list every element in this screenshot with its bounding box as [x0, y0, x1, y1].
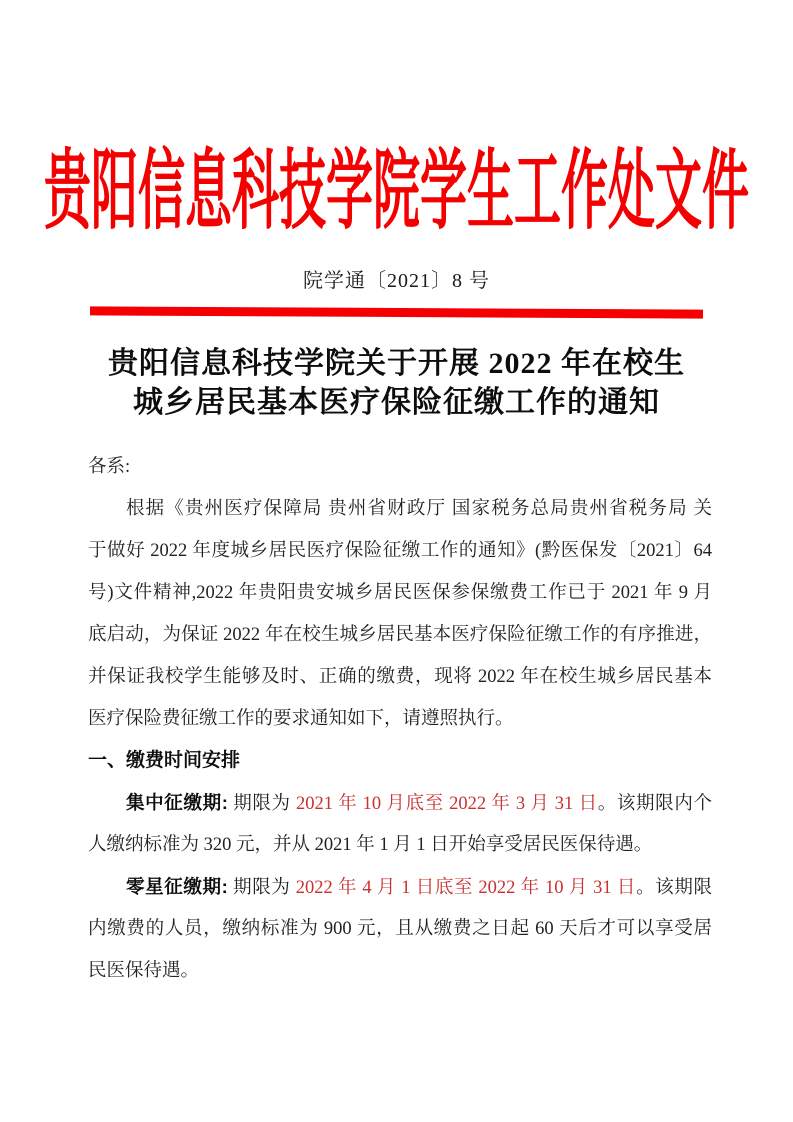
bold-label: 一、缴费时间安排	[88, 750, 241, 771]
body-line	[88, 530, 712, 572]
document-body	[88, 446, 712, 992]
bold-label: 零星征缴期:	[126, 876, 228, 897]
text-segment: 底启动，为保证 2022 年在校生城乡居民基本医疗保险征缴工作的有序推进，	[88, 625, 712, 645]
section-1-heading	[88, 740, 712, 782]
body-line	[88, 908, 712, 950]
text-segment: 医疗保险费征缴工作的要求通知如下，请遵照执行。	[88, 709, 514, 729]
text-segment: 。该期限内个	[597, 794, 712, 814]
paragraph-intro	[88, 488, 712, 740]
text-segment: 人缴纳标准为 320 元，并从 2021 年 1 月 1 日开始享受居民医保待遇。	[88, 835, 653, 855]
text-segment: 内缴费的人员，缴纳标准为 900 元，且从缴费之日起 60 天后才可以享受居	[88, 919, 712, 939]
body-line	[88, 866, 712, 908]
bold-label: 集中征缴期:	[126, 792, 228, 813]
paragraph-scattered-collection-period	[88, 866, 712, 992]
body-line	[88, 656, 712, 698]
body-line	[88, 572, 712, 614]
highlighted-date: 2021 年 10 月底至 2022 年 3 月 31 日	[295, 794, 598, 814]
salutation: 各系:	[88, 457, 131, 477]
text-segment: 于做好 2022 年度城乡居民医疗保险征缴工作的通知》(黔医保发〔2021〕64	[88, 541, 712, 561]
body-line	[88, 698, 712, 740]
text-segment: 期限为	[227, 794, 296, 814]
body-line	[88, 488, 712, 530]
red-header-org-title: 贵阳信息科技学院学生工作处文件	[44, 144, 749, 241]
text-segment: 。该期限	[636, 878, 712, 898]
body-line	[88, 740, 712, 782]
red-divider-rule	[90, 306, 703, 318]
text-segment: 期限为	[227, 878, 296, 898]
body-line	[88, 824, 712, 866]
text-segment: 根据《贵州医疗保障局 贵州省财政厅 国家税务总局贵州省税务局 关	[126, 499, 712, 519]
body-paragraphs	[88, 488, 712, 992]
body-line	[88, 782, 712, 824]
text-segment: 民医保待遇。	[88, 961, 200, 981]
body-line	[88, 950, 712, 992]
text-segment: 并保证我校学生能够及时、正确的缴费，现将 2022 年在校生城乡居民基本	[88, 667, 712, 687]
document-number: 院学通〔2021〕8 号	[303, 270, 490, 292]
text-segment: 号)文件精神,2022 年贵阳贵安城乡居民医保参保缴费工作已于 2021 年 9 月	[88, 583, 712, 603]
document-title-line-1: 贵阳信息科技学院关于开展 2022 年在校生	[108, 347, 685, 380]
document-title-line-2: 城乡居民基本医疗保险征缴工作的通知	[133, 386, 660, 419]
document-title	[0, 344, 793, 422]
paragraph-concentrated-collection-period	[88, 782, 712, 866]
highlighted-date: 2022 年 4 月 1 日底至 2022 年 10 月 31 日	[295, 878, 637, 898]
body-line	[88, 614, 712, 656]
